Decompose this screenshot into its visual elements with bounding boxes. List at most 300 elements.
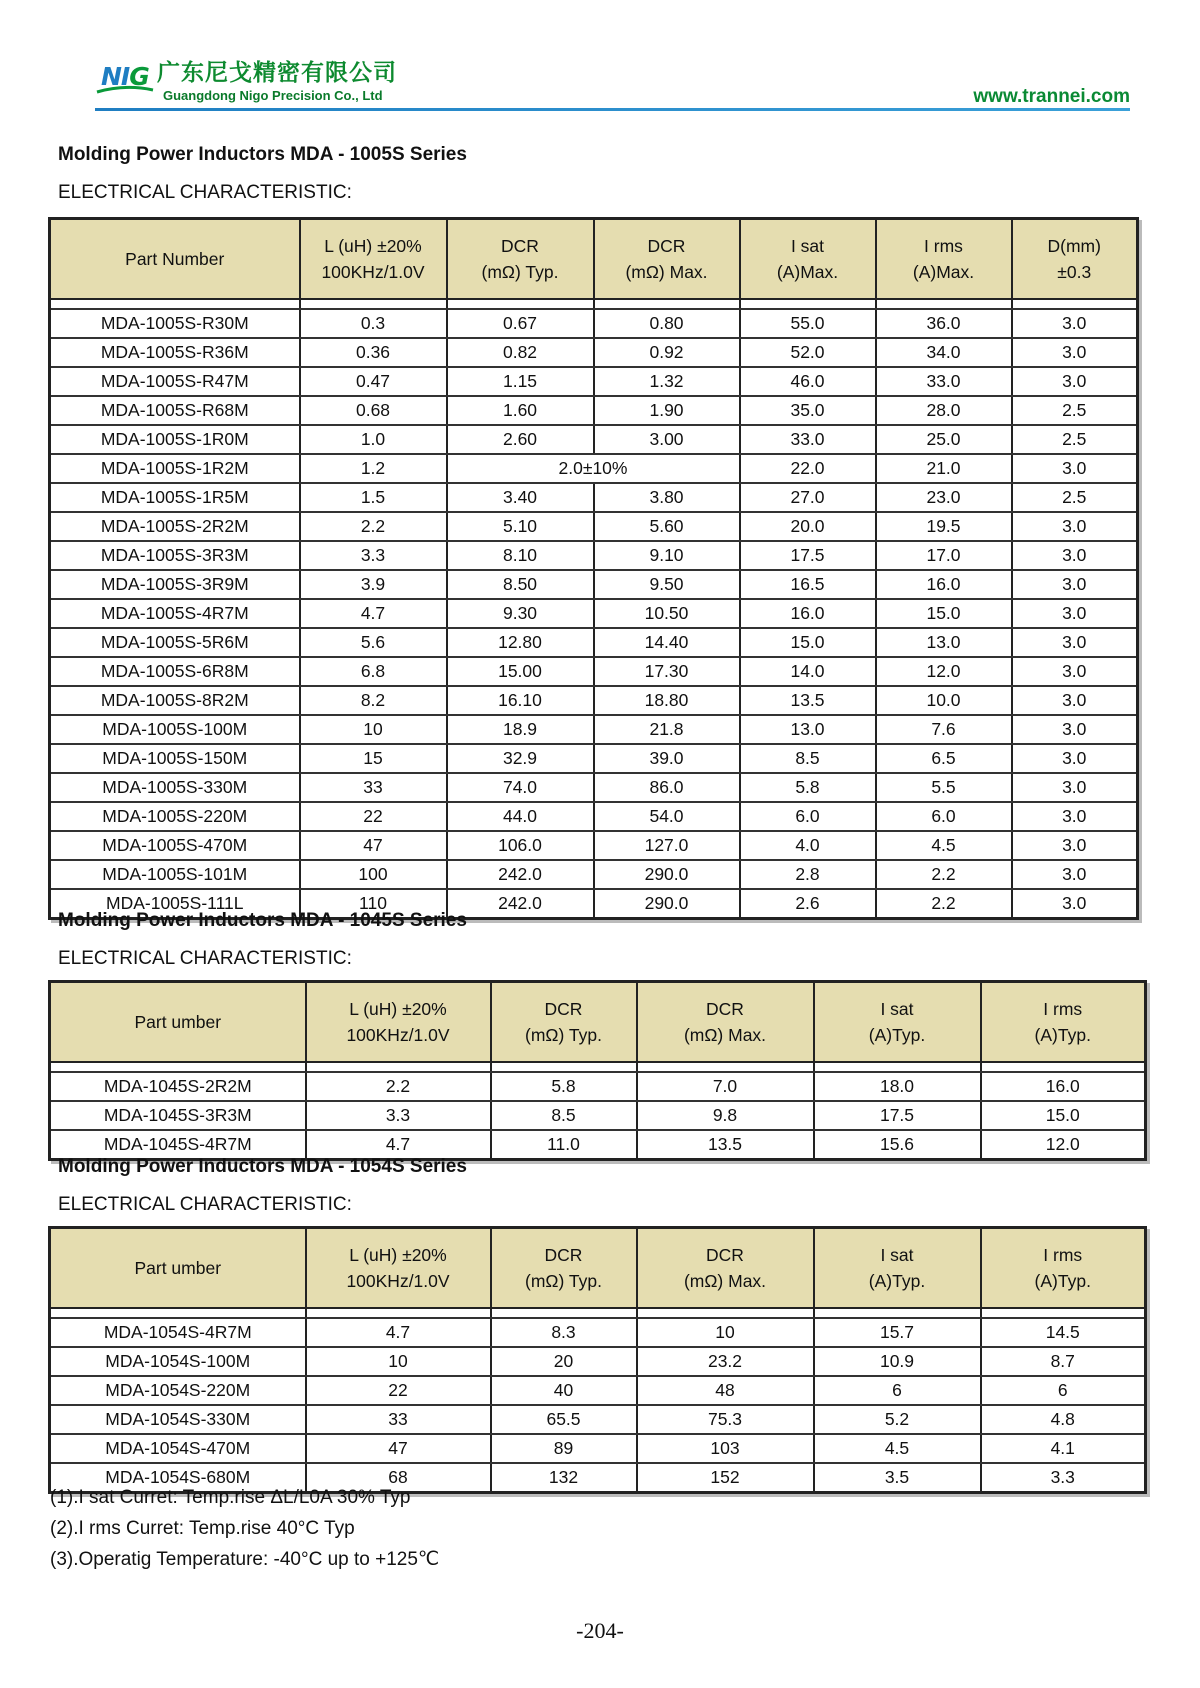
table-row [50,512,1138,541]
table-cell: 22 [300,802,447,831]
table-cell: 16.5 [740,570,876,599]
table-cell: 18.80 [594,686,740,715]
table-cell: 18.0 [814,1072,981,1101]
part-number-cell: MDA-1005S-1R5M [50,483,300,512]
column-header [637,1228,814,1308]
table-cell: 39.0 [594,744,740,773]
table-cell: 10.50 [594,599,740,628]
table-row [50,657,1138,686]
table-cell: 5.6 [300,628,447,657]
table-cell: 68 [306,1463,491,1493]
table-cell: 5.60 [594,512,740,541]
table-cell: 3.5 [814,1463,981,1493]
table-cell: 2.5 [1012,396,1138,425]
table-cell: 4.5 [876,831,1012,860]
table-row [50,367,1138,396]
table-cell: 74.0 [447,773,594,802]
column-header-line: (A)Typ. [1034,1270,1091,1291]
spacer-cell [491,1062,637,1072]
part-number-cell: MDA-1005S-3R9M [50,570,300,599]
part-number-cell: MDA-1005S-111L [50,889,300,919]
table-row [50,1101,1146,1130]
table-cell: 132 [491,1463,637,1493]
table-cell: 103 [637,1434,814,1463]
table-cell: 6.5 [876,744,1012,773]
part-number-cell: MDA-1054S-680M [50,1463,306,1493]
column-header-line: Part umber [134,1257,222,1278]
table-cell: 47 [300,831,447,860]
table-header-row [50,982,1146,1062]
table-cell: 3.0 [1012,657,1138,686]
table-cell: 106.0 [447,831,594,860]
spacer-cell [491,1308,637,1318]
table-cell: 290.0 [594,889,740,919]
table-cell: 33 [306,1405,491,1434]
column-header-line: 100KHz/1.0V [346,1270,450,1291]
part-number-cell: MDA-1054S-100M [50,1347,306,1376]
table-cell: 10 [306,1347,491,1376]
table-cell: 3.0 [1012,628,1138,657]
column-header [740,219,876,299]
column-header-line: L (uH) ±20% [324,235,422,256]
table-cell: 48 [637,1376,814,1405]
table-row [50,425,1138,454]
column-header-line: (mΩ) Typ. [525,1024,602,1045]
table-row [50,686,1138,715]
column-header [306,982,491,1062]
table-cell: 12.0 [876,657,1012,686]
table-cell: 1.5 [300,483,447,512]
part-number-cell: MDA-1005S-5R6M [50,628,300,657]
table-cell: 5.8 [491,1072,637,1101]
spacer-cell [306,1308,491,1318]
table-cell: 14.0 [740,657,876,686]
table-cell: 21.0 [876,454,1012,483]
column-header [814,982,981,1062]
table-cell: 3.0 [1012,686,1138,715]
table-row [50,1405,1146,1434]
table-cell: 7.0 [637,1072,814,1101]
page-number: -204- [576,1618,624,1643]
logo-swoosh-icon [95,82,155,96]
footnotes [50,1482,439,1575]
part-number-cell: MDA-1045S-3R3M [50,1101,306,1130]
table-row [50,1434,1146,1463]
column-header-line: ±0.3 [1057,261,1092,282]
table-row [50,338,1138,367]
table-cell: 12.80 [447,628,594,657]
part-number-cell: MDA-1054S-4R7M [50,1318,306,1347]
column-header [50,1228,306,1308]
table-cell: 3.0 [1012,454,1138,483]
column-header-line: (A)Typ. [868,1024,926,1045]
table-cell: 13.0 [740,715,876,744]
column-header-line: DCR [706,998,744,1019]
column-header [491,1228,637,1308]
table-cell: 0.36 [300,338,447,367]
table-cell: 9.10 [594,541,740,570]
column-header-line: DCR [706,1244,744,1265]
table-cell: 4.7 [306,1130,491,1160]
column-header [1012,219,1138,299]
table-cell: 3.0 [1012,715,1138,744]
table-row [50,628,1138,657]
table-cell: 8.10 [447,541,594,570]
table-cell: 23.0 [876,483,1012,512]
column-header [50,219,300,299]
table-cell: 35.0 [740,396,876,425]
table-cell: 15.0 [876,599,1012,628]
part-number-cell: MDA-1045S-2R2M [50,1072,306,1101]
table-cell: 89 [491,1434,637,1463]
column-header-line: (A)Typ. [1034,1024,1091,1045]
table-cell: 75.3 [637,1405,814,1434]
table-cell: 12.0 [981,1130,1146,1160]
spacer-cell [50,1308,306,1318]
table-cell: 290.0 [594,860,740,889]
column-header-line: (mΩ) Max. [683,1024,767,1045]
table-cell: 46.0 [740,367,876,396]
table-row [50,773,1138,802]
column-header-line: (A)Max. [912,261,975,282]
column-header-line: L (uH) ±20% [349,998,447,1019]
table-cell: 2.2 [300,512,447,541]
table-row [50,802,1138,831]
table-row [50,715,1138,744]
table-row [50,396,1138,425]
spacer-cell [981,1308,1146,1318]
column-header-line: DCR [647,235,686,256]
part-number-cell: MDA-1054S-330M [50,1405,306,1434]
table-cell: 1.60 [447,396,594,425]
part-number-cell: MDA-1005S-R36M [50,338,300,367]
table-cell: 86.0 [594,773,740,802]
spacer-cell [1012,299,1138,309]
table-cell: 32.9 [447,744,594,773]
table-cell: 15.00 [447,657,594,686]
table-cell: 15.6 [814,1130,981,1160]
table-cell: 20 [491,1347,637,1376]
table-cell: 0.92 [594,338,740,367]
table-cell: 3.00 [594,425,740,454]
table-cell: 9.8 [637,1101,814,1130]
table-cell: 17.5 [740,541,876,570]
footnote-operating-temp: (3).Operatig Temperature: -40°C up to +125℃ [50,1549,440,1570]
table-cell: 44.0 [447,802,594,831]
spacer-cell [50,299,300,309]
table-cell: 4.5 [814,1434,981,1463]
table-cell: 3.0 [1012,309,1138,338]
column-header-line: I sat [790,235,825,256]
table-cell: 3.0 [1012,367,1138,396]
section-subtitle-1005s: ELECTRICAL CHARACTERISTIC: [58,182,352,203]
column-header-line: I rms [924,235,963,256]
table-cell: 15.0 [981,1101,1146,1130]
table-cell: 25.0 [876,425,1012,454]
table-cell: 3.0 [1012,599,1138,628]
part-number-cell: MDA-1005S-1R0M [50,425,300,454]
page-header [95,52,1130,110]
table-cell: 3.3 [981,1463,1146,1493]
table-cell: 10 [300,715,447,744]
column-header-line: D(mm) [1047,235,1101,256]
table-cell: 4.0 [740,831,876,860]
table-row [50,570,1138,599]
table-cell: 1.0 [300,425,447,454]
column-header-line: Part Number [125,248,225,269]
spec-table-1054s [48,1226,1147,1494]
company-logo: NIG [101,62,149,91]
table-cell: 15 [300,744,447,773]
table-cell: 6 [814,1376,981,1405]
table-cell: 3.0 [1012,773,1138,802]
part-number-cell: MDA-1005S-150M [50,744,300,773]
table-cell: 0.47 [300,367,447,396]
table-row [50,599,1138,628]
table-cell: 13.5 [740,686,876,715]
table-cell: 3.0 [1012,570,1138,599]
spacer-cell [740,299,876,309]
part-number-cell: MDA-1005S-2R2M [50,512,300,541]
column-header-line: DCR [501,235,539,256]
part-number-cell: MDA-1005S-R47M [50,367,300,396]
spacer-cell [637,1062,814,1072]
table-row [50,1347,1146,1376]
table-cell: 34.0 [876,338,1012,367]
table-cell: 2.6 [740,889,876,919]
column-header-line: I rms [1043,998,1083,1019]
table-cell: 2.2 [306,1072,491,1101]
table-cell: 5.10 [447,512,594,541]
table-cell: 3.0 [1012,541,1138,570]
column-header-line: I sat [880,998,914,1019]
table-cell: 22.0 [740,454,876,483]
table-header-row [50,219,1138,299]
column-header [981,982,1146,1062]
table-cell: 55.0 [740,309,876,338]
table-cell: 3.0 [1012,512,1138,541]
table-cell: 23.2 [637,1347,814,1376]
section-subtitle-1045s: ELECTRICAL CHARACTERISTIC: [58,948,352,969]
column-header [306,1228,491,1308]
table-cell: 3.40 [447,483,594,512]
table-cell: 100 [300,860,447,889]
table-cell: 27.0 [740,483,876,512]
column-header [491,982,637,1062]
table-cell: 242.0 [447,860,594,889]
table-cell: 3.80 [594,483,740,512]
table-cell: 65.5 [491,1405,637,1434]
table-cell: 1.15 [447,367,594,396]
column-header-line: (A)Max. [776,261,839,282]
part-number-cell: MDA-1005S-4R7M [50,599,300,628]
part-number-cell: MDA-1005S-220M [50,802,300,831]
part-number-cell: MDA-1005S-1R2M [50,454,300,483]
table-cell: 13.5 [637,1130,814,1160]
table-cell: 16.0 [876,570,1012,599]
part-number-cell: MDA-1005S-330M [50,773,300,802]
table-cell: 10.0 [876,686,1012,715]
table-cell: 9.30 [447,599,594,628]
table-cell: 0.67 [447,309,594,338]
part-number-cell: MDA-1054S-470M [50,1434,306,1463]
table-cell: 6.0 [740,802,876,831]
table-cell: 8.2 [300,686,447,715]
column-header-line: 100KHz/1.0V [321,261,425,282]
company-name-en: Guangdong Nigo Precision Co., Ltd [163,88,383,103]
company-name-cn: 广东尼戈精密有限公司 [157,60,397,86]
table-cell: 5.5 [876,773,1012,802]
table-cell: 8.3 [491,1318,637,1347]
spacer-cell [814,1062,981,1072]
table-cell: 33 [300,773,447,802]
table-cell: 2.8 [740,860,876,889]
table-cell: 17.5 [814,1101,981,1130]
table-cell: 0.3 [300,309,447,338]
table-cell: 21.8 [594,715,740,744]
table-cell: 47 [306,1434,491,1463]
table-cell: 3.0 [1012,744,1138,773]
table-cell: 3.0 [1012,802,1138,831]
spacer-cell [306,1062,491,1072]
table-cell: 22 [306,1376,491,1405]
table-cell: 16.0 [740,599,876,628]
table-row [50,1072,1146,1101]
table-cell: 11.0 [491,1130,637,1160]
table-row [50,1318,1146,1347]
table-cell: 36.0 [876,309,1012,338]
part-number-cell: MDA-1054S-220M [50,1376,306,1405]
table-row [50,1130,1146,1160]
table-cell: 1.2 [300,454,447,483]
column-header-line: DCR [544,1244,583,1265]
table-cell: 16.0 [981,1072,1146,1101]
table-cell: 5.2 [814,1405,981,1434]
table-cell: 3.0 [1012,889,1138,919]
table-cell: 13.0 [876,628,1012,657]
table-cell: 110 [300,889,447,919]
column-header [447,219,594,299]
section-subtitle-1054s: ELECTRICAL CHARACTERISTIC: [58,1194,352,1215]
table-cell: 4.7 [300,599,447,628]
column-header [637,982,814,1062]
table-cell: 8.5 [740,744,876,773]
table-cell: 2.5 [1012,425,1138,454]
table-cell: 6.0 [876,802,1012,831]
table-cell: 2.2 [876,860,1012,889]
column-header [876,219,1012,299]
column-header [594,219,740,299]
table-cell: 19.5 [876,512,1012,541]
part-number-cell: MDA-1005S-R68M [50,396,300,425]
table-cell: 6.8 [300,657,447,686]
part-number-cell: MDA-1005S-6R8M [50,657,300,686]
table-cell: 7.6 [876,715,1012,744]
table-cell: 3.0 [1012,338,1138,367]
table-cell: 6 [981,1376,1146,1405]
website-url[interactable]: www.trannei.com [973,86,1130,107]
table-cell: 3.0 [1012,831,1138,860]
table-cell: 3.0 [1012,860,1138,889]
part-number-cell: MDA-1005S-3R3M [50,541,300,570]
table-cell: 2.5 [1012,483,1138,512]
spec-table-1005s [48,217,1139,920]
table-cell: 33.0 [740,425,876,454]
table-cell: 14.5 [981,1318,1146,1347]
column-header [50,982,306,1062]
table-cell: 28.0 [876,396,1012,425]
spec-table-1045s [48,980,1147,1161]
column-header-line: (mΩ) Max. [683,1270,767,1291]
column-header-line: 100KHz/1.0V [346,1024,450,1045]
table-cell: 152 [637,1463,814,1493]
column-header-line: (mΩ) Typ. [525,1270,602,1291]
part-number-cell: MDA-1005S-R30M [50,309,300,338]
table-cell: 15.0 [740,628,876,657]
column-header-line: (mΩ) Typ. [481,261,559,282]
part-number-cell: MDA-1045S-4R7M [50,1130,306,1160]
table-cell: 0.68 [300,396,447,425]
spacer-cell [50,1062,306,1072]
table-cell: 20.0 [740,512,876,541]
header-divider [95,108,1130,111]
table-cell: 1.32 [594,367,740,396]
spacer-cell [981,1062,1146,1072]
table-row [50,1376,1146,1405]
column-header-line: Part umber [134,1011,222,1032]
spacer-cell [876,299,1012,309]
table-row [50,860,1138,889]
table-spacer-row [50,299,1138,309]
table-cell: 16.10 [447,686,594,715]
table-cell: 33.0 [876,367,1012,396]
column-header [300,219,447,299]
table-row [50,744,1138,773]
table-row [50,483,1138,512]
table-cell: 10.9 [814,1347,981,1376]
column-header-line: I sat [880,1244,914,1265]
table-cell: 127.0 [594,831,740,860]
table-cell-merged-dcr: 2.0±10% [447,454,740,483]
table-header-row [50,1228,1146,1308]
table-cell: 10 [637,1318,814,1347]
table-row [50,454,1138,483]
table-spacer-row [50,1308,1146,1318]
table-row [50,541,1138,570]
section-title-1005s: Molding Power Inductors MDA - 1005S Series [58,144,467,165]
table-cell: 9.50 [594,570,740,599]
column-header-line: I rms [1043,1244,1083,1265]
table-spacer-row [50,1062,1146,1072]
table-cell: 4.1 [981,1434,1146,1463]
table-cell: 4.7 [306,1318,491,1347]
table-cell: 54.0 [594,802,740,831]
table-cell: 0.80 [594,309,740,338]
spacer-cell [594,299,740,309]
column-header [981,1228,1146,1308]
table-cell: 15.7 [814,1318,981,1347]
table-cell: 5.8 [740,773,876,802]
column-header [814,1228,981,1308]
table-cell: 3.3 [306,1101,491,1130]
table-cell: 8.7 [981,1347,1146,1376]
part-number-cell: MDA-1005S-101M [50,860,300,889]
table-cell: 40 [491,1376,637,1405]
table-cell: 18.9 [447,715,594,744]
table-cell: 1.90 [594,396,740,425]
table-cell: 242.0 [447,889,594,919]
part-number-cell: MDA-1005S-8R2M [50,686,300,715]
